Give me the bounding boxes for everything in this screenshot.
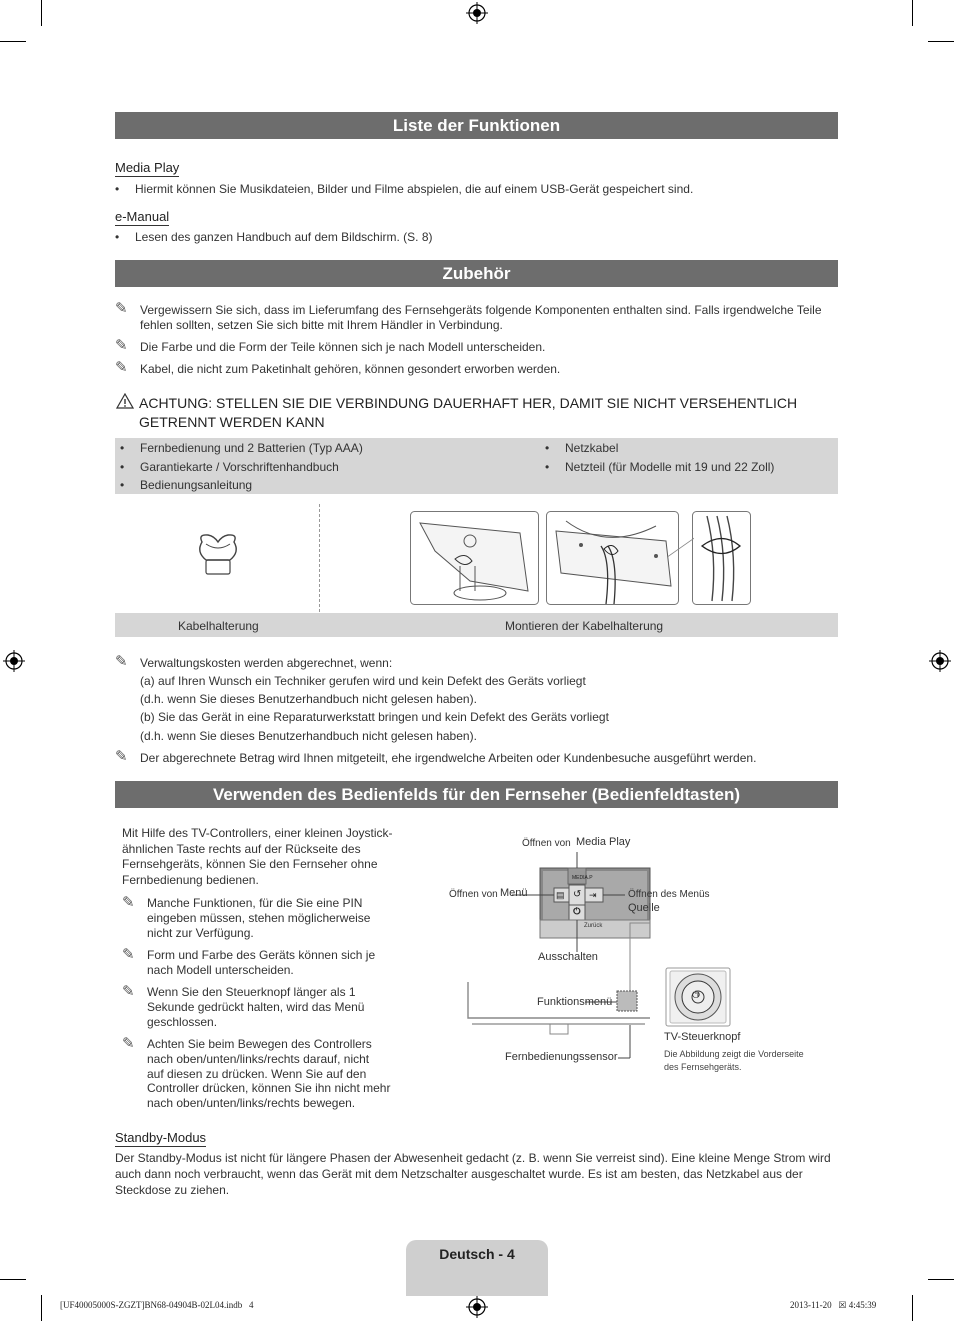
timestamp: 2013-11-20 ☒ 4:45:39 (790, 1300, 877, 1310)
note-text: Kabel, die nicht zum Paketinhalt gehören, können gesondert erworben werden. (140, 362, 561, 376)
panel-note (147, 948, 375, 978)
crop-mark (0, 41, 26, 42)
note-pencil-icon: ✎ (115, 359, 128, 376)
divider (319, 504, 320, 612)
registration-mark-icon (3, 650, 25, 672)
note-text: fehlen sollten, setzen Sie sich bitte mit Ihrem Händler in Verbindung. (140, 318, 503, 332)
label-tv-knob: TV-Steuerknopf (664, 1031, 741, 1043)
mounting-detail-illustration (692, 511, 751, 605)
note-text: (d.h. wenn Sie dieses Benutzerhandbuch nicht gelesen haben). (140, 692, 477, 706)
crop-mark (912, 1295, 913, 1321)
mounting-step-1-illustration (410, 511, 539, 605)
label-open-media-pre: Öffnen von (522, 838, 571, 849)
panel-note (147, 1037, 390, 1111)
text-line: Fernbedienung bedienen. (122, 872, 259, 887)
crop-mark (41, 0, 42, 26)
text-line: Manche Funktionen, für die Sie eine PIN (147, 896, 363, 910)
text-line: Fernsehgeräts, können Sie den Fernseher ohne (122, 857, 378, 871)
label-open-menu: Menü (500, 887, 528, 899)
cable-holder-illustration (194, 532, 242, 578)
text-line: Wenn Sie den Steuerknopf länger als 1 (147, 985, 356, 999)
section-title-features: Liste der Funktionen (115, 112, 838, 139)
subheading-media-play: Media Play (115, 160, 180, 175)
list-item: • Netzkabel (565, 440, 618, 456)
text-line: nach oben/unten/links/rechts darauf, nicht (147, 1051, 370, 1066)
note-text: Der abgerechnete Betrag wird Ihnen mitgeteilt, ehe irgendwelche Arbeiten oder Kundenbesuche ausgeführt werden. (140, 751, 757, 765)
crop-mark (0, 1279, 26, 1280)
note-pencil-icon: ✎ (115, 300, 128, 317)
panel-note (147, 985, 364, 1029)
power-button-icon[interactable]: ⏻ (573, 906, 581, 916)
text-line: nach Modell unterscheiden. (147, 962, 294, 977)
note-pencil-icon: ✎ (122, 983, 135, 1000)
page-number: Deutsch - 4 (439, 1246, 515, 1262)
text-line: Der Standby-Modus ist nicht für längere Phasen der Abwesenheit gedacht (z. B. wenn Sie verreist sind). Eine kleine Menge Strom wird (115, 1151, 831, 1165)
label-knob-note: des Fernsehgeräts. (664, 1062, 742, 1072)
list-item: • Bedienungsanleitung (140, 477, 252, 493)
label-open-media: Media Play (576, 836, 631, 848)
text-line: auch dann noch verbraucht, wenn das Gerät mit dem Netzschalter ausgeschaltet wurde. Es ist am besten, das Netzkabel aus der (115, 1167, 803, 1181)
text-line: ähnlichen Taste rechts auf der Rückseite des (122, 841, 361, 856)
text-line: Mit Hilfe des TV-Controllers, einer kleinen Joystick- (122, 826, 393, 840)
note-text: Verwaltungskosten werden abgerechnet, wenn: (140, 656, 393, 670)
media-button-label: MEDIA.P (572, 875, 593, 881)
list-item: • Garantiekarte / Vorschriftenhandbuch (140, 459, 339, 475)
text-line: Steckdose zu ziehen. (115, 1183, 230, 1197)
note-pencil-icon: ✎ (115, 748, 128, 765)
panel-note (147, 896, 370, 940)
list-item: • Hiermit können Sie Musikdateien, Bilder und Filme abspielen, die auf einem USB-Gerät gespeichert sind. (135, 181, 693, 197)
warning-text (139, 394, 797, 432)
text-line: Controller drücken, können Sie ihn nicht mehr (147, 1081, 391, 1096)
text-line: nach oben/unten/links/rechts bewegen. (147, 1096, 356, 1111)
note-pencil-icon: ✎ (115, 337, 128, 354)
warning-line: GETRENNT WERDEN KANN (139, 414, 325, 430)
panel-intro (122, 826, 402, 888)
note-text: Vergewissern Sie sich, dass im Lieferumfang des Fernsehgeräts folgende Komponenten enthalten sind. Falls irgendwelche Teile (140, 303, 822, 317)
text-line: geschlossen. (147, 1014, 218, 1029)
note-text: (b) Sie das Gerät in eine Reparaturwerkstatt bringen und kein Defekt des Geräts vorliegt (140, 710, 609, 724)
text-line: Achten Sie beim Bewegen des Controllers (147, 1037, 372, 1051)
note-text: (d.h. wenn Sie dieses Benutzerhandbuch nicht gelesen haben). (140, 729, 477, 743)
note-pencil-icon: ✎ (122, 946, 135, 963)
label-remote-sensor: Fernbedienungssensor (505, 1051, 618, 1063)
warning-icon (116, 393, 134, 409)
subheading-standby: Standby-Modus (115, 1130, 207, 1145)
back-label: Zurück (584, 923, 603, 929)
registration-mark-icon (466, 1296, 488, 1318)
note-text: (a) auf Ihren Wunsch ein Techniker gerufen wird und kein Defekt des Geräts vorliegt (140, 674, 586, 688)
mounting-step-2-illustration (546, 511, 679, 605)
standby-text (115, 1150, 839, 1198)
caption-mounting: Montieren der Kabelhalterung (505, 619, 664, 633)
list-item: • Netzteil (für Modelle mit 19 und 22 Zoll) (565, 459, 774, 475)
section-title-panel: Verwenden des Bedienfelds für den Fernseher (Bedienfeldtasten) (115, 781, 838, 808)
file-info: [UF40005000S-ZGZT]BN68-04904B-02L04.indb 4 (60, 1300, 254, 1310)
caption-cable-holder: Kabelhalterung (178, 619, 259, 633)
text-line: Form und Farbe des Geräts können sich je (147, 948, 376, 962)
note-pencil-icon: ✎ (122, 1035, 135, 1052)
text-line: auf diesen zu drücken. Wenn Sie auf den (147, 1066, 367, 1081)
text-line: Sekunde gedrückt halten, wird das Menü (147, 999, 365, 1014)
list-item: • Fernbedienung und 2 Batterien (Typ AAA) (140, 440, 363, 456)
return-button-icon[interactable]: ↺ (573, 889, 582, 900)
note-pencil-icon: ✎ (115, 653, 128, 670)
label-open-source: Quelle (628, 902, 660, 914)
registration-mark-icon (466, 2, 488, 24)
crop-mark (928, 1279, 954, 1280)
text-line: nicht zur Verfügung. (147, 925, 254, 940)
note-pencil-icon: ✎ (122, 894, 135, 911)
source-button-icon[interactable]: ⇥ (589, 890, 597, 900)
subheading-emanual: e-Manual (115, 209, 170, 224)
note-text: Die Farbe und die Form der Teile können sich je nach Modell unterscheiden. (140, 340, 546, 354)
menu-button-icon[interactable]: ▤ (556, 890, 565, 900)
crop-mark (928, 41, 954, 42)
crop-mark (912, 0, 913, 26)
knob-power-icon: ⏻ (692, 990, 700, 1001)
label-function-menu: Funktionsmenü (537, 996, 613, 1008)
label-knob-note: Die Abbildung zeigt die Vorderseite (664, 1049, 804, 1059)
list-item: • Lesen des ganzen Handbuch auf dem Bildschirm. (S. 8) (135, 229, 433, 245)
section-title-accessories: Zubehör (115, 260, 838, 287)
label-open-source-pre: Öffnen des Menüs (628, 889, 710, 900)
label-open-menu-pre: Öffnen von (449, 889, 498, 900)
label-power-off: Ausschalten (538, 951, 598, 963)
text-line: eingeben müssen, stehen möglicherweise (147, 910, 371, 925)
registration-mark-icon (929, 650, 951, 672)
warning-line: ACHTUNG: STELLEN SIE DIE VERBINDUNG DAUERHAFT HER, DAMIT SIE NICHT VERSEHENTLICH (139, 395, 798, 411)
crop-mark (41, 1295, 42, 1321)
